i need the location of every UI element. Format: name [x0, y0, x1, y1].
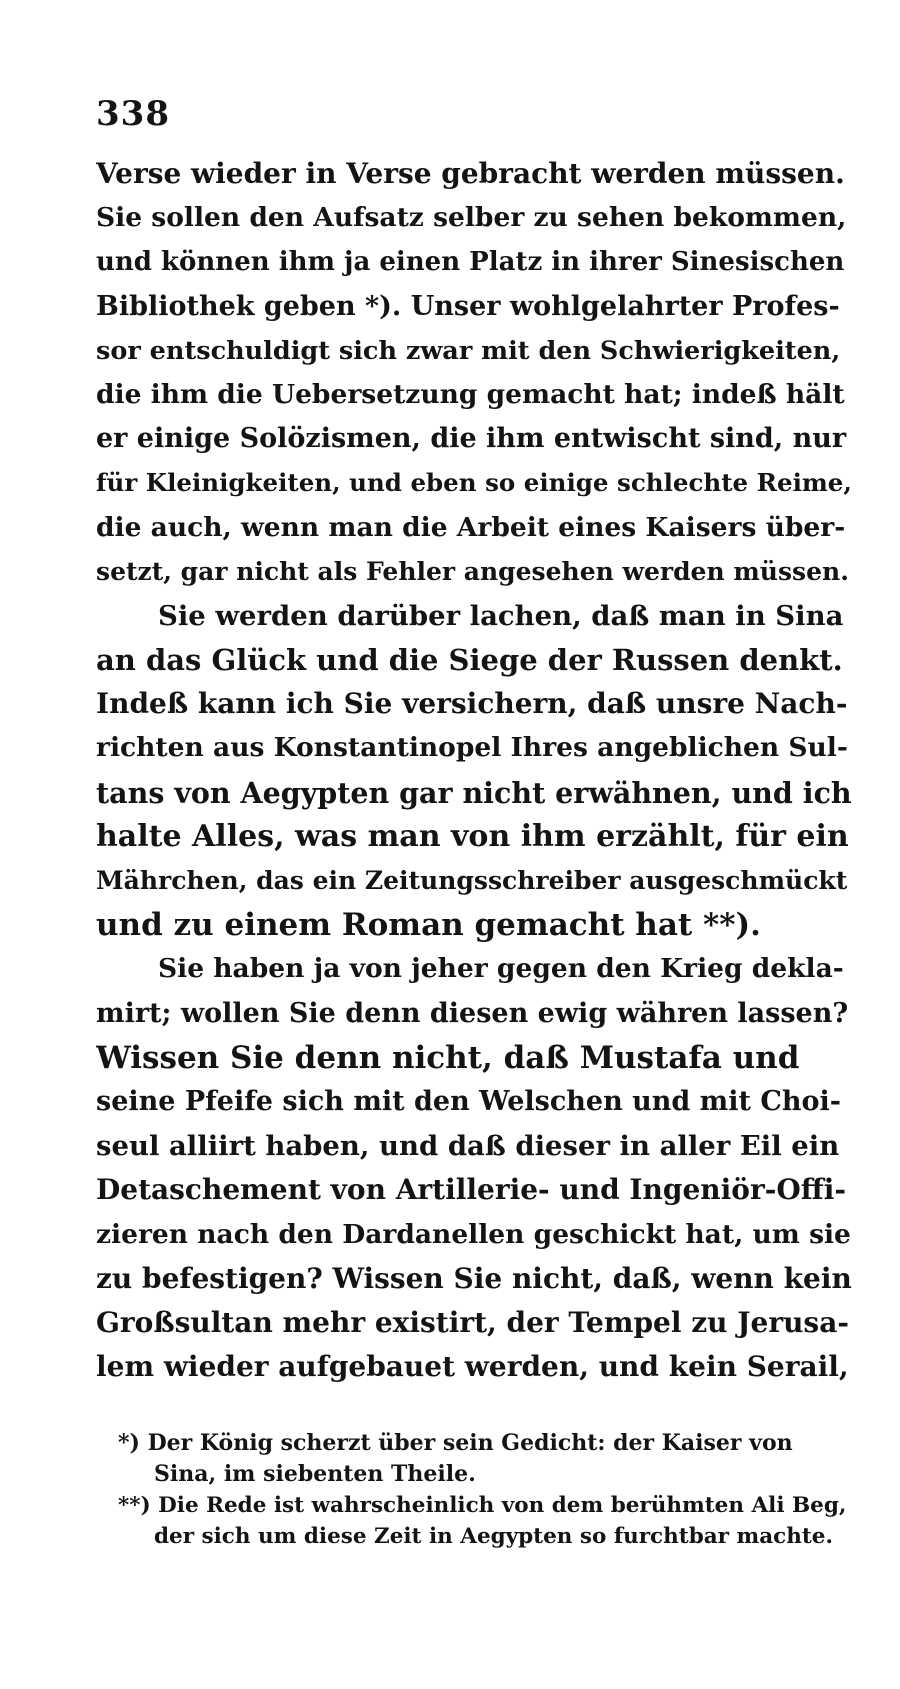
text-line: tans von Aegypten gar nicht erwähnen, und ich: [96, 775, 852, 810]
page-number: 338: [96, 94, 170, 134]
text-line: setzt, gar nicht als Fehler angesehen werden müssen.: [96, 556, 849, 586]
text-line: Mährchen, das ein Zeitungsschreiber ausgeschmückt: [96, 866, 848, 895]
text-line: die ihm die Uebersetzung gemacht hat; indeß hält: [96, 378, 845, 410]
text-line: an das Glück und die Siege der Russen denkt.: [96, 643, 843, 678]
text-line: Verse wieder in Verse gebracht werden müssen.: [96, 157, 845, 190]
text-line: Wissen Sie denn nicht, daß Mustafa und: [96, 1039, 800, 1076]
text-line: er einige Solözismen, die ihm entwischt sind, nur: [96, 423, 847, 455]
paragraph-start-line: Sie haben ja von jeher gegen den Krieg dekla-: [158, 953, 844, 985]
footnotes: [118, 1428, 848, 1552]
footnote-line: **) Die Rede ist wahrscheinlich von dem berühmten Ali Beg,: [118, 1493, 847, 1518]
text-line: Bibliothek geben *). Unser wohlgelahrter Profes-: [96, 290, 840, 322]
footnote-continuation-line: der sich um diese Zeit in Aegypten so furchtbar machte.: [154, 1524, 833, 1549]
footnote-continuation-line: Sina, im siebenten Theile.: [154, 1461, 476, 1487]
text-line: halte Alles, was man von ihm erzählt, für ein: [96, 818, 849, 854]
text-line: für Kleinigkeiten, und eben so einige schlechte Reime,: [96, 468, 852, 498]
footnote-line: *) Der König scherzt über sein Gedicht: der Kaiser von: [118, 1430, 793, 1456]
text-line: und können ihm ja einen Platz in ihrer Sinesischen: [96, 247, 845, 278]
text-line: und zu einem Roman gemacht hat **).: [96, 907, 761, 944]
body-text: [96, 152, 852, 1389]
text-line: mirt; wollen Sie denn diesen ewig währen lassen?: [96, 997, 849, 1029]
text-line: richten aus Konstantinopel Ihres angeblichen Sul-: [96, 732, 848, 764]
text-line: zieren nach den Dardanellen geschickt hat, um sie: [96, 1218, 851, 1250]
text-line: Großsultan mehr existirt, der Tempel zu Jerusa-: [96, 1305, 849, 1339]
text-line: sor entschuldigt sich zwar mit den Schwierigkeiten,: [96, 335, 841, 366]
text-line: seul alliirt haben, und daß dieser in aller Eil ein: [96, 1130, 840, 1163]
text-line: Sie sollen den Aufsatz selber zu sehen bekommen,: [96, 202, 847, 234]
text-line: Indeß kann ich Sie versichern, daß unsre Nach-: [96, 687, 848, 721]
text-line: die auch, wenn man die Arbeit eines Kaisers über-: [96, 511, 846, 543]
text-line: Detaschement von Artillerie- und Ingeniör-Offi-: [96, 1173, 846, 1207]
text-line: zu befestigen? Wissen Sie nicht, daß, wenn kein: [96, 1261, 852, 1295]
text-line: lem wieder aufgebauet werden, und kein Serail,: [96, 1350, 849, 1384]
text-line: seine Pfeife sich mit den Welschen und mit Choi-: [96, 1085, 841, 1117]
paragraph-start-line: Sie werden darüber lachen, daß man in Sina: [158, 599, 844, 632]
